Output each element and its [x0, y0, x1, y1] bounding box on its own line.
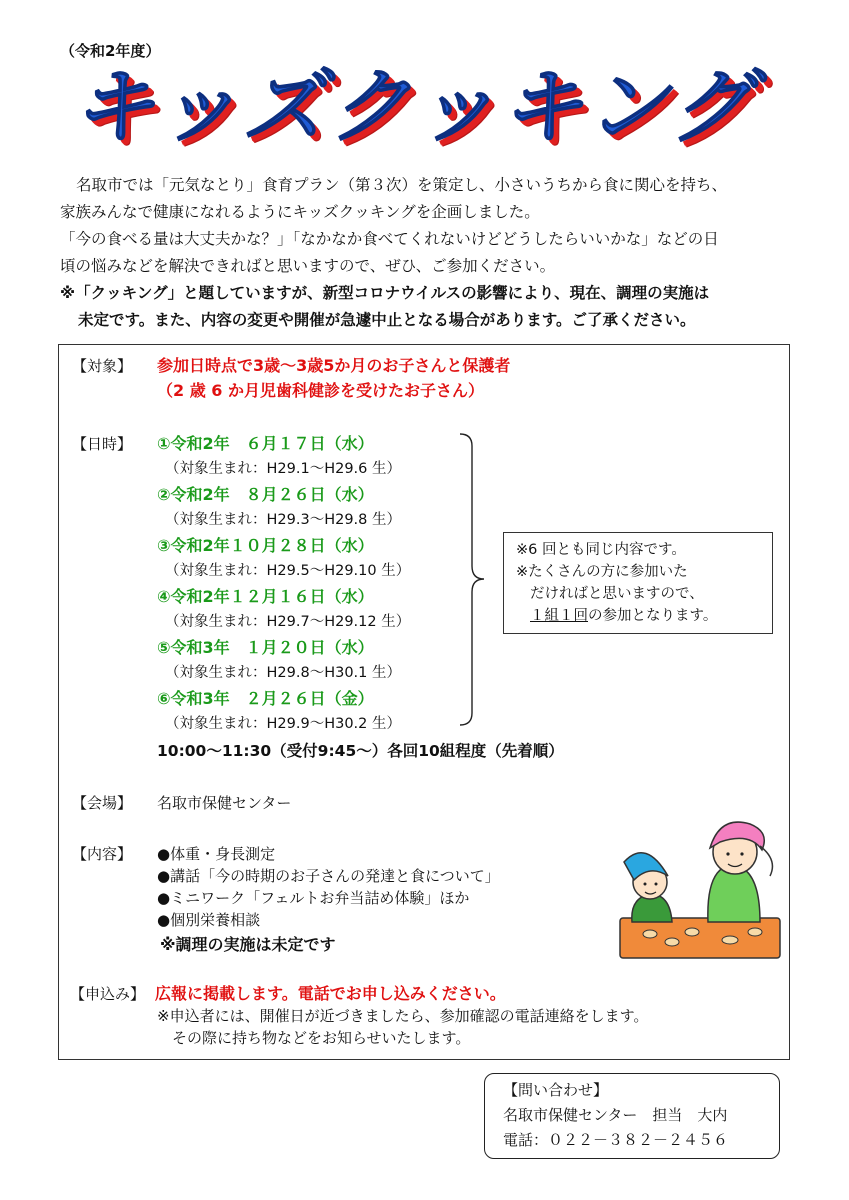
schedule-born: （対象生まれ：H29.5～H29.10 生）: [165, 563, 411, 579]
contact-phone: 電話：０２２－３８２－２４５６: [503, 1131, 729, 1149]
venue-label: 【会場】: [72, 794, 133, 812]
schedule-label: 【日時】: [72, 435, 133, 453]
intro-line: 名取市では「元気なとり」食育プラン（第３次）を策定し、小さいうちから食に関心を持ち、: [76, 176, 728, 194]
apply-label: 【申込み】: [70, 985, 146, 1003]
schedule-born: （対象生まれ：H29.1～H29.6 生）: [165, 461, 401, 477]
schedule-born: （対象生まれ：H29.3～H29.8 生）: [165, 512, 401, 528]
schedule-date: ①令和2年 ６月１７日（水）: [157, 434, 374, 453]
note-emphasis: １組１回: [530, 608, 588, 624]
schedule-date: ⑥令和3年 ２月２６日（金）: [157, 689, 374, 708]
intro-line: 家族みんなで健康になれるようにキッズクッキングを企画しました。: [60, 203, 540, 221]
contact-org: 名取市保健センター 担当 大内: [503, 1106, 728, 1124]
note-line: ※6 回とも同じ内容です。: [516, 542, 686, 558]
note-line: ※たくさんの方に参加いた: [516, 564, 688, 580]
content-item: ●体重・身長測定: [157, 845, 276, 863]
note-line: [516, 605, 772, 627]
schedule-born: （対象生まれ：H29.9～H30.2 生）: [165, 716, 401, 732]
schedule-born: （対象生まれ：H29.8～H30.1 生）: [165, 665, 401, 681]
schedule-date: ③令和2年１０月２８日（水）: [157, 536, 374, 555]
cooking-kids-illustration: [610, 810, 790, 965]
content-item: ●ミニワーク「フェルトお弁当詰め体験」ほか: [157, 889, 470, 907]
venue-value: 名取市保健センター: [157, 794, 292, 812]
content-note: ※調理の実施は未定です: [160, 935, 336, 954]
target-label: 【対象】: [72, 357, 133, 375]
schedule-date: ④令和2年１２月１６日（水）: [157, 587, 374, 606]
covid-notice: 未定です。また、内容の変更や開催が急遽中止となる場合があります。ご了承ください。: [78, 311, 696, 329]
target-line: 参加日時点で3歳～3歳5か月のお子さんと保護者: [157, 356, 511, 375]
schedule-time: 10:00～11:30（受付9:45～）各回10組程度（先着順）: [157, 742, 564, 760]
covid-notice: ※「クッキング」と題していますが、新型コロナウイルスの影響により、現在、調理の実施は: [60, 284, 710, 302]
schedule-date: ⑤令和3年 １月２０日（水）: [157, 638, 374, 657]
schedule-born: （対象生まれ：H29.7～H29.12 生）: [165, 614, 411, 630]
contact-heading: 【問い合わせ】: [503, 1081, 609, 1099]
content-item: ●個別栄養相談: [157, 911, 261, 929]
intro-line: 「今の食べる量は大丈夫かな？」「なかなか食べてくれないけどどうしたらいいかな」などの日: [60, 230, 719, 248]
apply-note: その際に持ち物などをお知らせいたします。: [172, 1029, 471, 1047]
apply-note: ※申込者には、開催日が近づきましたら、参加確認の電話連絡をします。: [157, 1007, 649, 1025]
content-label: 【内容】: [72, 845, 133, 863]
schedule-date: ②令和2年 ８月２６日（水）: [157, 485, 374, 504]
apply-main: 広報に掲載します。電話でお申し込みください。: [155, 984, 506, 1003]
note-line: だければと思いますので、: [530, 586, 704, 602]
note-tail: の参加となります。: [588, 608, 718, 624]
content-item: ●講話「今の時期のお子さんの発達と食について」: [157, 867, 500, 885]
intro-line: 頃の悩みなどを解決できればと思いますので、ぜひ、ご参加ください。: [60, 257, 556, 275]
intro-text: [60, 172, 800, 334]
contact-box: [484, 1073, 780, 1159]
target-line: （2 歳 6 か月児歯科健診を受けたお子さん）: [157, 381, 484, 400]
fiscal-year: （令和2年度）: [60, 42, 161, 60]
page-title: キッズクッキング: [72, 60, 756, 155]
schedule-note-box: [503, 532, 773, 634]
brace-icon: [458, 432, 488, 727]
